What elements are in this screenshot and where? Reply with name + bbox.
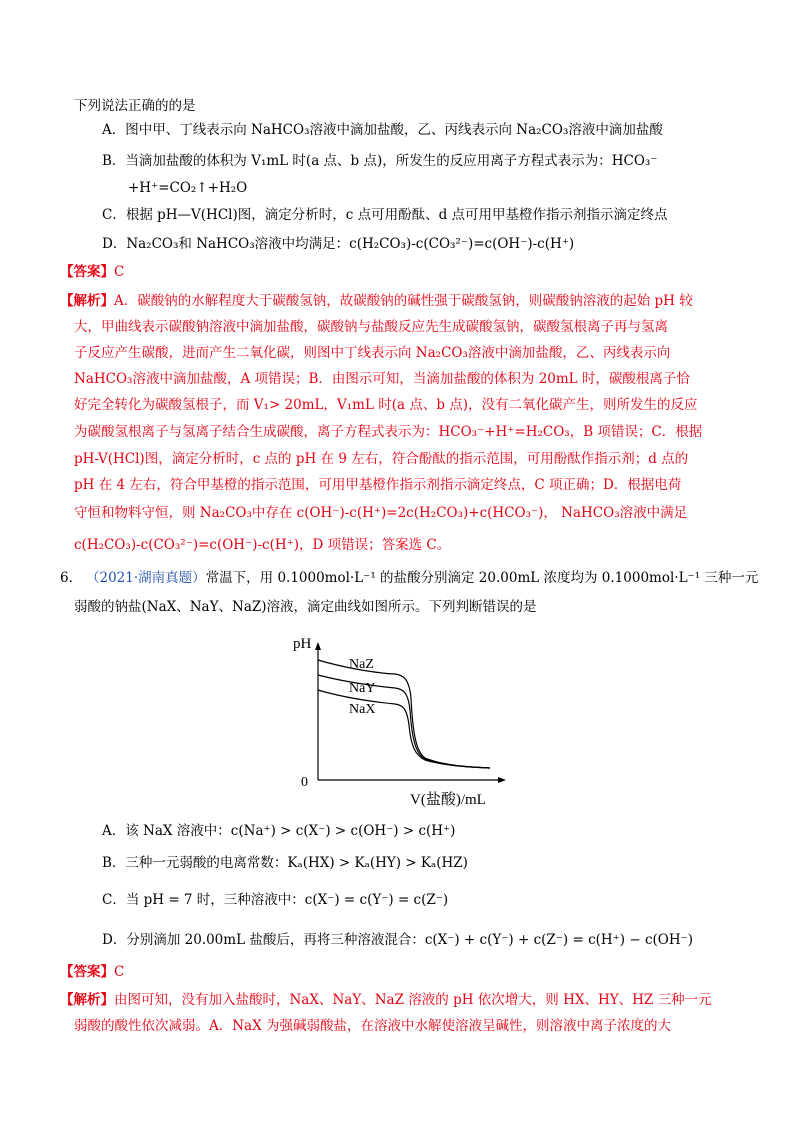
q5-answer: [60, 262, 124, 282]
y-axis-label: pH: [293, 636, 312, 652]
q5-analysis-line: pH 在 4 左右，符合甲基橙的指示范围，可用甲基橙作指示剂指示滴定终点，C 项正确；D．根据电荷: [74, 477, 682, 493]
curve-nay: [318, 675, 490, 768]
q6-answer: [60, 962, 124, 982]
answer-value: C: [114, 264, 125, 280]
q5-analysis-line: 【解析】A．碳酸钠的水解程度大于碳酸氢钠，故碳酸钠的碱性强于碳酸氢钠，则碳酸钠溶液的起始 pH 较: [60, 293, 693, 309]
q5-analysis-line: 大，甲曲线表示碳酸钠溶液中滴加盐酸，碳酸钠与盐酸反应先生成碳酸氢钠，碳酸氢根离子再与氢离: [74, 319, 668, 335]
q5-option-c: C．根据 pH—V(HCl)图，滴定分析时，c 点可用酚酞、d 点可用甲基橙作指示剂指示滴定终点: [102, 207, 668, 223]
answer-tag: 【答案】: [60, 264, 114, 280]
q5-option-d: D．Na₂CO₃和 NaHCO₃溶液中均满足：c(H₂CO₃)-c(CO₃²⁻)=c(OH⁻)-c(H⁺): [102, 236, 575, 252]
origin-label: 0: [301, 775, 308, 790]
q5-option-a: A．图中甲、丁线表示向 NaHCO₃溶液中滴加盐酸，乙、丙线表示向 Na₂CO₃溶液中滴加盐酸: [102, 122, 663, 138]
curve-nax: [318, 690, 490, 768]
q5-analysis-line: NaHCO₃溶液中滴加盐酸，A 项错误；B．由图示可知，当滴加盐酸的体积为 20mL 时，碳酸根离子恰: [74, 371, 690, 387]
q5-option-b-line2: +H⁺=CO₂↑+H₂O: [128, 180, 248, 196]
label-nay: NaY: [349, 681, 376, 696]
q5-analysis-line: pH-V(HCl)图，滴定分析时，c 点的 pH 在 9 左右，符合酚酞的指示范围，可用酚酞作指示剂；d 点的: [74, 451, 689, 467]
answer-value: C: [114, 964, 125, 980]
analysis-tag: 【解析】: [60, 293, 114, 309]
answer-tag: 【答案】: [60, 964, 114, 980]
q5-option-b-line1: B．当滴加盐酸的体积为 V₁mL 时(a 点、b 点)，所发生的反应用离子方程式表示为：HCO₃⁻: [102, 153, 658, 169]
q6-option-b: B．三种一元弱酸的电离常数：Kₐ(HX) > Kₐ(HY) > Kₐ(HZ): [102, 855, 468, 871]
q6-source: （2021·湖南真题）: [86, 570, 206, 586]
analysis-tag: 【解析】: [60, 992, 114, 1008]
q5-analysis-line: 子反应产生碳酸，进而产生二氧化碳，则图中丁线表示向 Na₂CO₃溶液中滴加盐酸，乙、丙线表示向: [74, 345, 671, 361]
q5-analysis-line: 好完全转化为碳酸氢根子，而 V₁> 20mL，V₁mL 时(a 点、b 点)，没有二氧化碳产生，则所发生的反应: [74, 397, 698, 413]
q6-analysis-line: 弱酸的酸性依次减弱。A．NaX 为强碱弱酸盐，在溶液中水解使溶液呈碱性，则溶液中离子浓度的大: [74, 1018, 672, 1034]
label-naz: NaZ: [349, 657, 374, 672]
curve-naz: [318, 660, 490, 768]
q5-analysis-line: 为碳酸氢根离子与氢离子结合生成碳酸，离子方程式表示为：HCO₃⁻+H⁺=H₂CO₃，B 项错误；C．根据: [74, 424, 703, 440]
titration-curve-graph: [285, 628, 525, 808]
q6-option-d: D．分别滴加 20.00mL 盐酸后，再将三种溶液混合：c(X⁻) + c(Y⁻) + c(Z⁻) = c(H⁺) − c(OH⁻): [102, 932, 694, 948]
q6-number: 6．: [60, 570, 83, 586]
y-axis-arrow: [315, 642, 321, 650]
q5-analysis-line: 守恒和物料守恒，则 Na₂CO₃中存在 c(OH⁻)-c(H⁺)=2c(H₂CO₃)+c(HCO₃⁻)， NaHCO₃溶液中满足: [74, 505, 688, 521]
q6-option-a: A．该 NaX 溶液中：c(Na⁺) > c(X⁻) > c(OH⁻) > c(H⁺): [102, 823, 456, 839]
question-intro: 下列说法正确的的是: [74, 98, 196, 114]
q5-analysis-line: c(H₂CO₃)-c(CO₃²⁻)=c(OH⁻)-c(H⁺)，D 项错误；答案选 C。: [74, 537, 451, 553]
label-nax: NaX: [349, 702, 376, 717]
q6-option-c: C．当 pH = 7 时，三种溶液中：c(X⁻) = c(Y⁻) = c(Z⁻): [102, 892, 449, 908]
q6-stem-line2: 弱酸的钠盐(NaX、NaY、NaZ)溶液，滴定曲线如图所示。下列判断错误的是: [74, 599, 537, 615]
q6-stem-line1: 6． （2021·湖南真题）常温下，用 0.1000mol·L⁻¹ 的盐酸分别滴定 20.00mL 浓度均为 0.1000mol·L⁻¹ 三种一元: [60, 570, 759, 586]
q6-analysis-line: 【解析】由图可知，没有加入盐酸时，NaX、NaY、NaZ 溶液的 pH 依次增大，则 HX、HY、HZ 三种一元: [60, 992, 712, 1008]
x-axis-arrow: [498, 777, 506, 783]
x-axis-label: V(盐酸)/mL: [410, 792, 486, 808]
